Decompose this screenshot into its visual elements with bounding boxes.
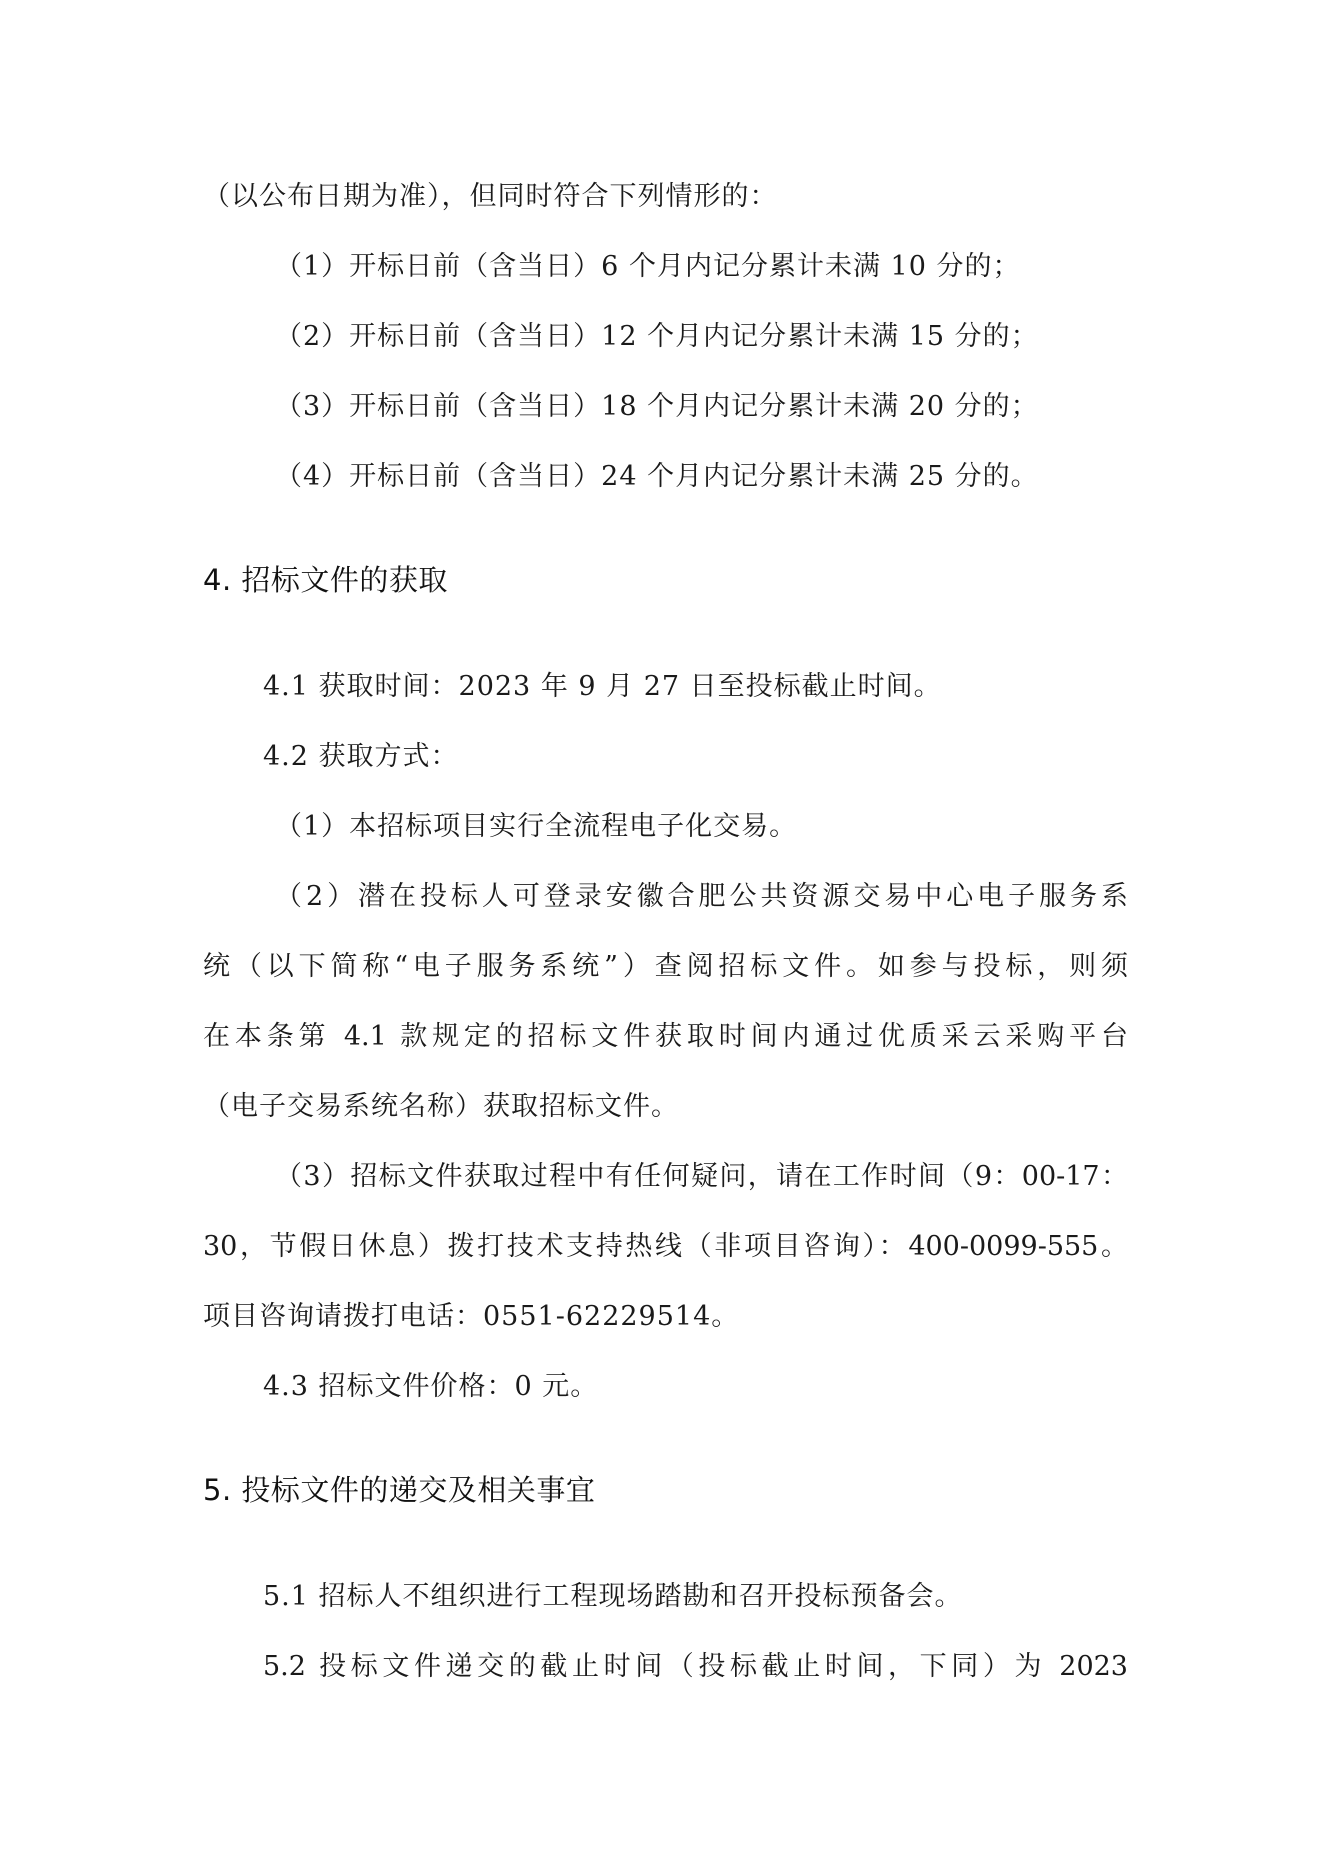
paragraph-4-2-2-line: 在本条第 4.1 款规定的招标文件获取时间内通过优质采云采购平台: [203, 1021, 1128, 1052]
paragraph-4-3: 4.3 招标文件价格：0 元。: [263, 1371, 599, 1402]
paragraph-4-2-3-line: 30，节假日休息）拨打技术支持热线（非项目咨询）：400-0099-555。: [203, 1231, 1128, 1262]
list-item: （3）开标日前（含当日）18 个月内记分累计未满 20 分的；: [275, 391, 1039, 422]
list-item: （4）开标日前（含当日）24 个月内记分累计未满 25 分的。: [275, 461, 1039, 492]
paragraph-4-1: 4.1 获取时间：2023 年 9 月 27 日至投标截止时间。: [263, 671, 942, 702]
list-item: （1）开标日前（含当日）6 个月内记分累计未满 10 分的；: [275, 251, 1021, 282]
paragraph-5-2: 5.2 投标文件递交的截止时间（投标截止时间，下同）为 2023: [263, 1651, 1128, 1682]
paragraph-4-2-3-line: 项目咨询请拨打电话：0551-62229514。: [203, 1301, 740, 1332]
paragraph-4-2-2-line: （电子交易系统名称）获取招标文件。: [203, 1091, 679, 1122]
paragraph-4-2-2-line: （2）潜在投标人可登录安徽合肥公共资源交易中心电子服务系: [275, 881, 1128, 912]
paragraph-5-1: 5.1 招标人不组织进行工程现场踏勘和召开投标预备会。: [263, 1581, 963, 1612]
section-heading-4: 4. 招标文件的获取: [203, 563, 448, 597]
list-item: （1）本招标项目实行全流程电子化交易。: [275, 811, 798, 842]
paragraph-4-2-3-line: （3）招标文件获取过程中有任何疑问，请在工作时间（9：00-17：: [275, 1161, 1128, 1192]
paragraph-4-2-2-line: 统（以下简称“电子服务系统”）查阅招标文件。如参与投标，则须: [203, 951, 1128, 982]
paragraph-continuation: （以公布日期为准），但同时符合下列情形的：: [203, 181, 778, 212]
section-heading-5: 5. 投标文件的递交及相关事宜: [203, 1473, 596, 1507]
list-item: （2）开标日前（含当日）12 个月内记分累计未满 15 分的；: [275, 321, 1039, 352]
paragraph-4-2: 4.2 获取方式：: [263, 741, 459, 772]
